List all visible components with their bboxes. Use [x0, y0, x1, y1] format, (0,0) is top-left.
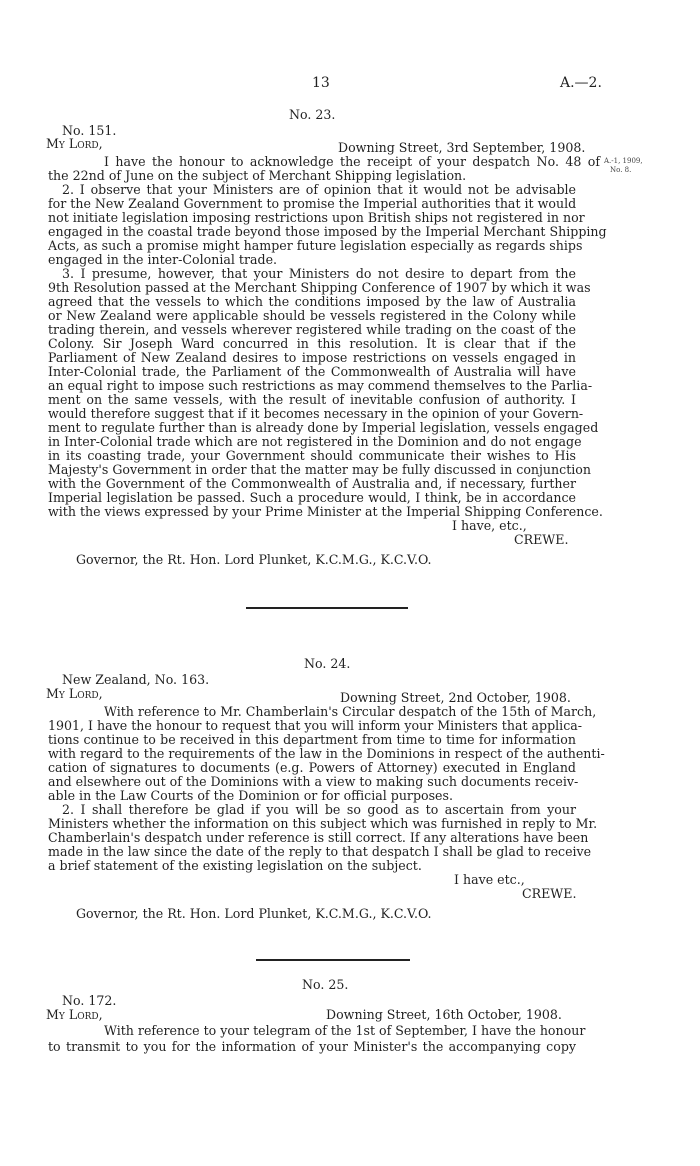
letter-line: engaged in the inter-Colonial trade. [48, 252, 278, 267]
letter-line: ment on the same vessels, with the result of inevitable confusion of authority. I [48, 392, 576, 407]
letter-line: Colony. Sir Joseph Ward concurred in this resolution. It is clear that if the [48, 336, 576, 351]
letter-line: with the Government of the Commonwealth of Australia and, if necessary, further [48, 476, 576, 491]
signature: CREWE. [514, 532, 569, 547]
document-reference: A.—2. [560, 75, 602, 91]
letter-line: Majesty's Government in order that the matter may be fully discussed in conjunction [48, 462, 591, 477]
letter-line: trading therein, and vessels wherever registered while trading on the coast of the [48, 322, 576, 337]
salutation: My Lord, [46, 136, 103, 151]
letter-line: agreed that the vessels to which the conditions imposed by the law of Australia [48, 294, 576, 309]
section-divider [246, 607, 408, 609]
letter-line: With reference to Mr. Chamberlain's Circular despatch of the 15th of March, [104, 704, 597, 719]
salutation: My Lord, [46, 1007, 103, 1022]
letter-line: or New Zealand were applicable should be vessels registered in the Colony while [48, 308, 576, 323]
letter-line: an equal right to impose such restrictions as may commend themselves to the Parlia- [48, 378, 593, 393]
letter-line: in Inter-Colonial trade which are not registered in the Dominion and do not engage [48, 434, 582, 449]
signature: CREWE. [522, 886, 577, 901]
section-divider [256, 959, 410, 961]
letter-line: 2. I shall therefore be glad if you will be so good as to ascertain from your [62, 802, 576, 817]
letter-line: 2. I observe that your Ministers are of opinion that it would not be advisable [62, 182, 576, 197]
letter-line: would therefore suggest that if it becomes necessary in the opinion of your Govern- [48, 406, 584, 421]
letter-line: Acts, as such a promise might hamper future legislation especially as regards ships [48, 238, 583, 253]
letter-line: made in the law since the date of the reply to that despatch I shall be glad to receive [48, 844, 592, 859]
letter-line: for the New Zealand Government to promise the Imperial authorities that it would [48, 196, 577, 211]
letter-line: engaged in the coastal trade beyond those imposed by the Imperial Merchant Shipping [48, 224, 607, 239]
letter-line: Chamberlain's despatch under reference is still correct. If any alterations have been [48, 830, 589, 845]
letter-line: and elsewhere out of the Dominions with a view to making such documents receiv- [48, 774, 579, 789]
letter-line: I have the honour to acknowledge the receipt of your despatch No. 48 of [104, 154, 600, 169]
letter-line: not initiate legislation imposing restrictions upon British ships not registered in nor [48, 210, 585, 225]
letter-line: Inter-Colonial trade, the Parliament of the Commonwealth of Australia will have [48, 364, 576, 379]
despatch-number: New Zealand, No. 163. [62, 672, 210, 687]
margin-note: No. 8. [610, 166, 632, 174]
letter-line: with the views expressed by your Prime Minister at the Imperial Shipping Conference. [48, 504, 603, 519]
addressee: Governor, the Rt. Hon. Lord Plunket, K.C.M.G., K.C.V.O. [76, 906, 432, 921]
letter-line: a brief statement of the existing legislation on the subject. [48, 858, 422, 873]
letter-line: ment to regulate further than is already done by Imperial legislation, vessels engaged [48, 420, 599, 435]
dateline: Downing Street, 2nd October, 1908. [340, 690, 571, 705]
letter-heading: No. 25. [302, 977, 349, 992]
letter-heading: No. 23. [289, 107, 336, 122]
closing: I have etc., [454, 872, 525, 887]
letter-heading: No. 24. [304, 656, 351, 671]
letter-line: in its coasting trade, your Government should communicate their wishes to His [48, 448, 576, 463]
letter-line: Parliament of New Zealand desires to impose restrictions on vessels engaged in [48, 350, 576, 365]
dateline: Downing Street, 16th October, 1908. [326, 1007, 562, 1022]
closing: I have, etc., [452, 518, 527, 533]
despatch-number: No. 172. [62, 993, 117, 1008]
letter-line: with regard to the requirements of the law in the Dominions in respect of the authenti- [48, 746, 605, 761]
salutation: My Lord, [46, 686, 103, 701]
letter-line: cation of signatures to documents (e.g. Powers of Attorney) executed in England [48, 760, 576, 775]
addressee: Governor, the Rt. Hon. Lord Plunket, K.C.M.G., K.C.V.O. [76, 552, 432, 567]
letter-line: Imperial legislation be passed. Such a procedure would, I think, be in accordance [48, 490, 576, 505]
letter-line: 9th Resolution passed at the Merchant Shipping Conference of 1907 by which it was [48, 280, 591, 295]
margin-note: A.-1, 1909, [604, 157, 643, 165]
letter-line: Ministers whether the information on this subject which was furnished in reply to Mr. [48, 816, 598, 831]
letter-line: 1901, I have the honour to request that you will inform your Ministers that applica- [48, 718, 583, 733]
despatch-number: No. 151. [62, 123, 117, 138]
letter-line: tions continue to be received in this department from time to time for information [48, 732, 576, 747]
letter-line: to transmit to you for the information of your Minister's the accompanying copy [48, 1039, 576, 1054]
letter-line: 3. I presume, however, that your Ministers do not desire to depart from the [62, 266, 576, 281]
letter-line: With reference to your telegram of the 1st of September, I have the honour [104, 1023, 586, 1038]
letter-line: able in the Law Courts of the Dominion or for official purposes. [48, 788, 453, 803]
letter-line: the 22nd of June on the subject of Merchant Shipping legislation. [48, 168, 467, 183]
page-number: 13 [312, 75, 330, 91]
dateline: Downing Street, 3rd September, 1908. [338, 140, 586, 155]
